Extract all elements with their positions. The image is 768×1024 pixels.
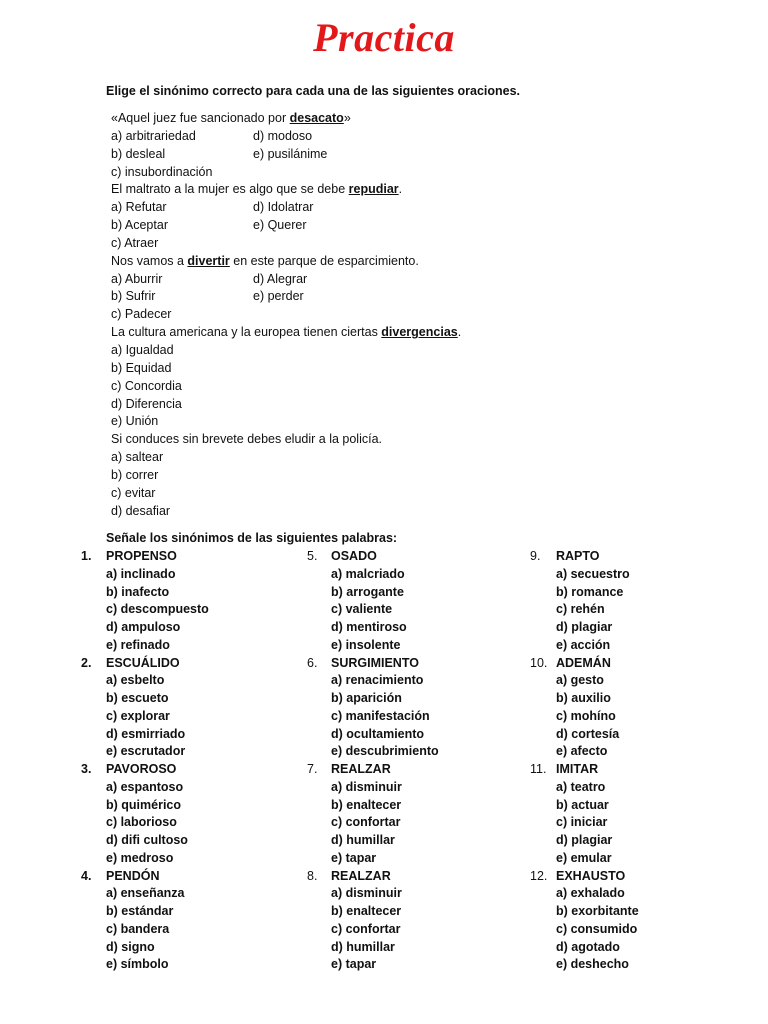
option: d) Alegrar xyxy=(253,271,308,286)
option-row xyxy=(111,164,631,182)
option: e) insolente xyxy=(331,637,401,652)
option: e) perder xyxy=(253,289,304,304)
section2-instruction: Señale los sinónimos de las siguientes palabras: xyxy=(106,531,398,545)
synonym-item xyxy=(81,655,209,762)
option: c) manifestación xyxy=(331,708,430,723)
option: c) mohíno xyxy=(556,708,616,723)
option-row xyxy=(111,378,631,396)
option: a) teatro xyxy=(556,779,606,794)
option-row xyxy=(111,146,631,164)
question-sentence xyxy=(111,110,631,128)
keyword: repudiar xyxy=(348,182,399,197)
option: d) esmirriado xyxy=(106,726,186,741)
synonym-item xyxy=(307,761,439,868)
option-row xyxy=(111,217,631,235)
target-word: OSADO xyxy=(331,549,377,563)
question-sentence xyxy=(111,181,631,199)
option: b) exorbitante xyxy=(556,904,639,918)
option: e) tapar xyxy=(331,957,377,972)
option: e) símbolo xyxy=(106,957,169,972)
target-word: IMITAR xyxy=(556,762,599,776)
option: a) Igualdad xyxy=(111,342,174,357)
synonym-item xyxy=(530,548,639,655)
target-word: EXHAUSTO xyxy=(556,868,626,883)
option: e) emular xyxy=(556,850,612,865)
option: b) arrogante xyxy=(331,584,404,599)
sentence-text: Nos vamos a xyxy=(111,253,188,268)
synonym-word-row xyxy=(307,761,439,779)
option: b) enaltecer xyxy=(331,904,402,918)
option: a) malcriado xyxy=(331,566,405,581)
option: c) explorar xyxy=(106,708,170,723)
option: c) iniciar xyxy=(556,815,608,830)
option: e) medroso xyxy=(106,850,174,865)
option: b) auxilio xyxy=(556,691,611,705)
target-word: PROPENSO xyxy=(106,549,177,563)
sentence-text: La cultura americana y la europea tienen ciertas xyxy=(111,325,382,340)
option-row xyxy=(111,449,631,467)
synonym-word-row xyxy=(81,868,209,886)
option: d) mentiroso xyxy=(331,620,407,634)
question-sentence xyxy=(111,431,631,449)
option: c) bandera xyxy=(106,921,170,936)
option: a) renacimiento xyxy=(331,673,424,688)
synonym-word-row xyxy=(81,655,209,673)
item-number: 9. xyxy=(530,549,541,563)
item-number: 8. xyxy=(307,868,318,883)
synonym-item xyxy=(81,761,209,868)
option: d) cortesía xyxy=(556,726,620,741)
option: a) Aburrir xyxy=(111,271,163,286)
question-sentence xyxy=(111,324,631,342)
option: d) plagiar xyxy=(556,620,613,634)
option: c) evitar xyxy=(111,485,156,500)
option: b) aparición xyxy=(331,691,402,705)
target-word: RAPTO xyxy=(556,549,600,563)
option: c) consumido xyxy=(556,921,638,936)
item-number: 4. xyxy=(81,868,92,883)
synonym-item xyxy=(530,868,639,975)
sentence-text: «Aquel juez fue sancionado por xyxy=(111,111,290,125)
option: e) tapar xyxy=(331,850,377,865)
synonym-item xyxy=(530,655,639,762)
option: c) Atraer xyxy=(111,235,159,250)
target-word: ESCUÁLIDO xyxy=(106,655,180,670)
target-word: ADEMÁN xyxy=(556,655,611,670)
synonym-item xyxy=(307,548,439,655)
page-title: Practica xyxy=(313,15,455,60)
option: d) difi cultoso xyxy=(106,833,188,847)
target-word: REALZAR xyxy=(331,868,391,883)
option: d) plagiar xyxy=(556,833,613,847)
item-number: 3. xyxy=(81,762,92,776)
synonym-item xyxy=(530,761,639,868)
synonym-item xyxy=(81,868,209,975)
option: a) disminuir xyxy=(331,779,402,794)
option: d) humillar xyxy=(331,939,395,954)
option-row xyxy=(111,128,631,146)
item-number: 7. xyxy=(307,762,318,776)
item-number: 1. xyxy=(81,549,92,563)
synonym-word-row xyxy=(530,655,639,673)
option: e) Unión xyxy=(111,414,159,429)
item-number: 6. xyxy=(307,655,318,670)
option: e) deshecho xyxy=(556,957,629,972)
synonym-word-row xyxy=(530,761,639,779)
option-row xyxy=(111,199,631,217)
option-row xyxy=(111,288,631,306)
target-word: REALZAR xyxy=(331,762,391,776)
option: b) actuar xyxy=(556,797,609,812)
option: e) Querer xyxy=(253,218,307,233)
option: c) confortar xyxy=(331,921,401,936)
option: b) escueto xyxy=(106,691,169,705)
option: e) refinado xyxy=(106,637,170,652)
option: d) ocultamiento xyxy=(331,726,425,741)
option: d) modoso xyxy=(253,128,313,143)
option: c) descompuesto xyxy=(106,602,209,617)
option: e) afecto xyxy=(556,744,608,759)
option: c) rehén xyxy=(556,602,605,617)
sentence-text: en este parque de esparcimiento. xyxy=(229,253,419,268)
synonym-column-3 xyxy=(530,548,639,974)
option: b) enaltecer xyxy=(331,797,402,812)
option: b) estándar xyxy=(106,904,174,918)
option-row xyxy=(111,485,631,503)
option: a) Refutar xyxy=(111,200,167,215)
option-row xyxy=(111,342,631,360)
item-number: 5. xyxy=(307,549,318,563)
option: a) arbitrariedad xyxy=(111,128,196,143)
option-row xyxy=(111,467,631,485)
option-row xyxy=(111,360,631,378)
option-row xyxy=(111,396,631,414)
synonym-word-row xyxy=(81,548,209,566)
keyword: divertir xyxy=(187,253,230,268)
option: d) agotado xyxy=(556,939,620,954)
option: c) insubordinación xyxy=(111,164,213,179)
option: e) pusilánime xyxy=(253,146,328,161)
option: b) correr xyxy=(111,467,159,482)
option: e) escrutador xyxy=(106,744,186,759)
option: c) Concordia xyxy=(111,378,182,393)
option: d) desafiar xyxy=(111,503,171,518)
synonym-word-row xyxy=(307,868,439,886)
synonym-word-row xyxy=(81,761,209,779)
option: d) ampuloso xyxy=(106,620,181,634)
synonym-word-row xyxy=(530,548,639,566)
option: b) quimérico xyxy=(106,797,182,812)
option: b) Equidad xyxy=(111,360,172,375)
option: b) romance xyxy=(556,584,624,599)
option: c) laborioso xyxy=(106,815,177,830)
synonym-word-row xyxy=(530,868,639,886)
keyword: desacato xyxy=(289,111,344,125)
synonym-column-2 xyxy=(307,548,439,974)
target-word: PENDÓN xyxy=(106,868,160,883)
option: c) valiente xyxy=(331,602,393,617)
option: c) Padecer xyxy=(111,307,172,322)
section1-questions xyxy=(111,110,631,520)
option: e) descubrimiento xyxy=(331,744,439,759)
option: c) confortar xyxy=(331,815,401,830)
sentence-text: » xyxy=(343,111,351,125)
option: d) humillar xyxy=(331,833,395,847)
option: a) esbelto xyxy=(106,673,165,688)
option: b) desleal xyxy=(111,146,166,161)
target-word: PAVOROSO xyxy=(106,762,177,776)
option: a) gesto xyxy=(556,673,604,688)
option: b) inafecto xyxy=(106,584,170,599)
target-word: SURGIMIENTO xyxy=(331,655,419,670)
synonym-item xyxy=(307,868,439,975)
option-row xyxy=(111,235,631,253)
synonym-word-row xyxy=(307,548,439,566)
option: a) inclinado xyxy=(106,566,176,581)
option: a) saltear xyxy=(111,450,164,465)
option: e) acción xyxy=(556,637,611,652)
synonym-word-row xyxy=(307,655,439,673)
option: b) Aceptar xyxy=(111,218,168,233)
item-number: 12. xyxy=(530,868,548,883)
sentence-text: El maltrato a la mujer es algo que se debe xyxy=(111,182,349,197)
synonym-column-1 xyxy=(81,548,209,974)
option: a) secuestro xyxy=(556,566,630,581)
sentence-text: . xyxy=(457,325,462,340)
option-row xyxy=(111,503,631,521)
option-row xyxy=(111,413,631,431)
sentence-text: . xyxy=(398,182,403,197)
option: d) Diferencia xyxy=(111,396,182,411)
synonym-item xyxy=(307,655,439,762)
option: a) disminuir xyxy=(331,886,402,901)
question-sentence xyxy=(111,253,631,271)
option: a) exhalado xyxy=(556,886,625,901)
item-number: 2. xyxy=(81,655,92,670)
option: a) espantoso xyxy=(106,779,184,794)
option: d) Idolatrar xyxy=(253,200,314,215)
synonym-item xyxy=(81,548,209,655)
sentence-text: Si conduces sin brevete debes eludir a la policía. xyxy=(111,432,382,447)
option-row xyxy=(111,306,631,324)
option-row xyxy=(111,271,631,289)
keyword: divergencias xyxy=(381,325,458,340)
option: b) Sufrir xyxy=(111,289,156,304)
section1-instruction: Elige el sinónimo correcto para cada una de las siguientes oraciones. xyxy=(106,84,521,98)
item-number: 10. xyxy=(530,655,548,670)
option: d) signo xyxy=(106,939,155,954)
item-number: 11. xyxy=(530,762,547,776)
option: a) enseñanza xyxy=(106,886,185,901)
